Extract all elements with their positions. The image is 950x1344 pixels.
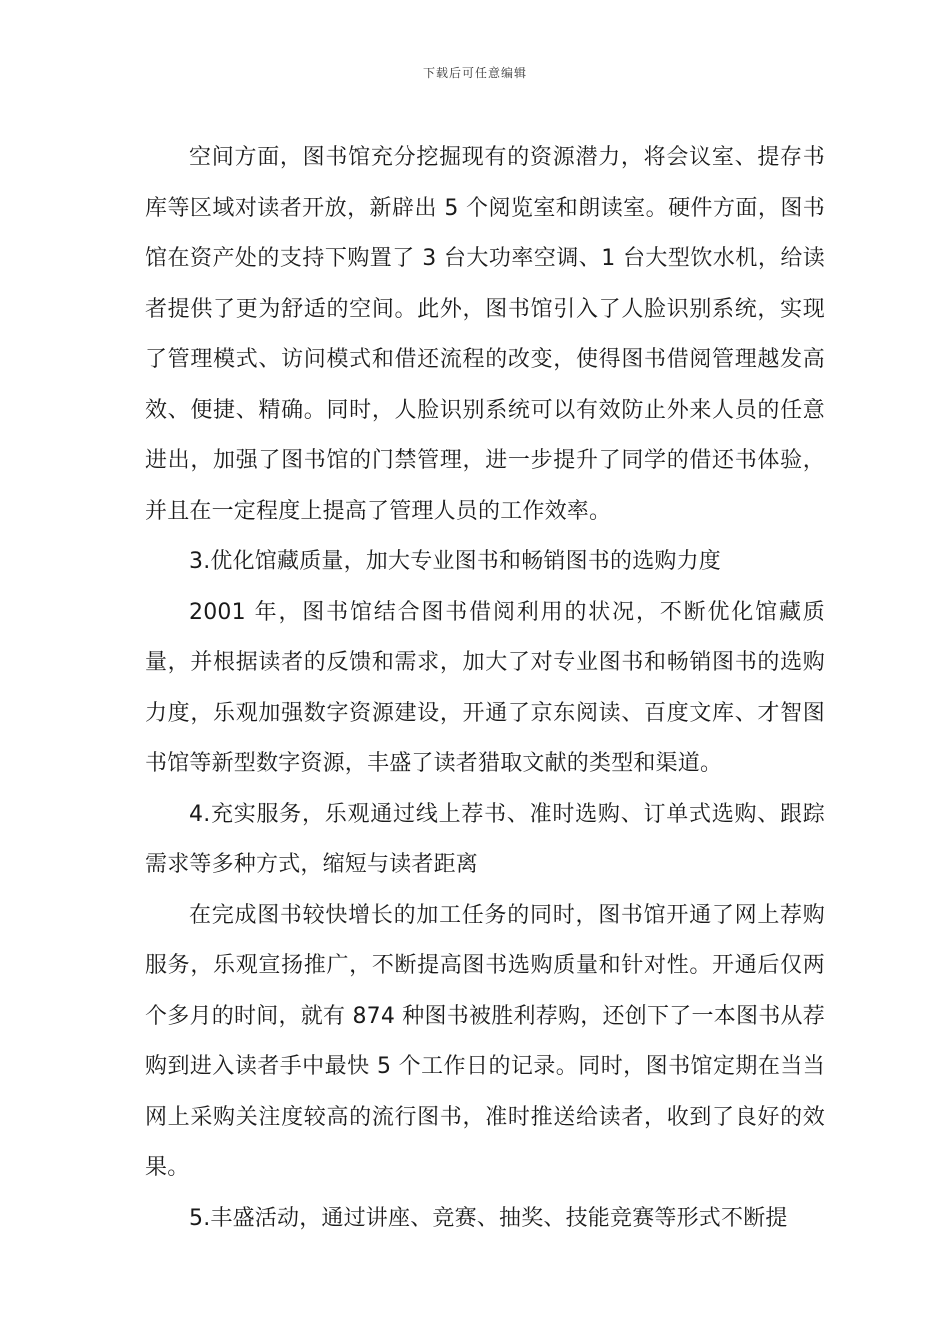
section-heading-5: 5.丰盛活动，通过讲座、竞赛、抽奖、技能竞赛等形式不断提	[189, 1205, 788, 1231]
document-body	[145, 133, 825, 1244]
paragraph-collection-quality: 2001 年，图书馆结合图书借阅利用的状况，不断优化馆藏质量，并根据读者的反馈和需求，加大了对专业图书和畅销图书的选购力度，乐观加强数字资源建设，开通了京东阅读、百度文库、才智图书馆等新型数字资源，丰盛了读者猎取文献的类型和渠道。	[145, 599, 825, 776]
section-heading-3: 3.优化馆藏质量，加大专业图书和畅销图书的选购力度	[189, 549, 721, 574]
paragraph-space-hardware: 空间方面，图书馆充分挖掘现有的资源潜力，将会议室、提存书库等区域对读者开放，新辟出 5 个阅览室和朗读室。硬件方面，图书馆在资产处的支持下购置了 3 台大功率空调、1 台大型饮水机，给读者提供了更为舒适的空间。此外，图书馆引入了人脸识别系统，实现了管理模式、访问模式和借还流程的改变，使得图书借阅管理越发高效、便捷、精确。同时，人脸识别系统可以有效防止外来人员的任意进出，加强了图书馆的门禁管理，进一步提升了同学的借还书体验，并且在一定程度上提高了管理人员的工作效率。	[145, 145, 825, 524]
paragraph-online-recommendation: 在完成图书较快增长的加工任务的同时，图书馆开通了网上荐购服务，乐观宣扬推广，不断提高图书选购质量和针对性。开通后仅两个多月的时间，就有 874 种图书被胜利荐购，还创下了一本图书从荐购到进入读者手中最快 5 个工作日的记录。同时，图书馆定期在当当网上采购关注度较高的流行图书，准时推送给读者，收到了良好的效果。	[145, 902, 825, 1180]
header-note: 下载后可任意编辑	[422, 66, 527, 80]
section-heading-4: 4.充实服务，乐观通过线上荐书、准时选购、订单式选购、跟踪需求等多种方式，缩短与读者距离	[145, 801, 825, 877]
